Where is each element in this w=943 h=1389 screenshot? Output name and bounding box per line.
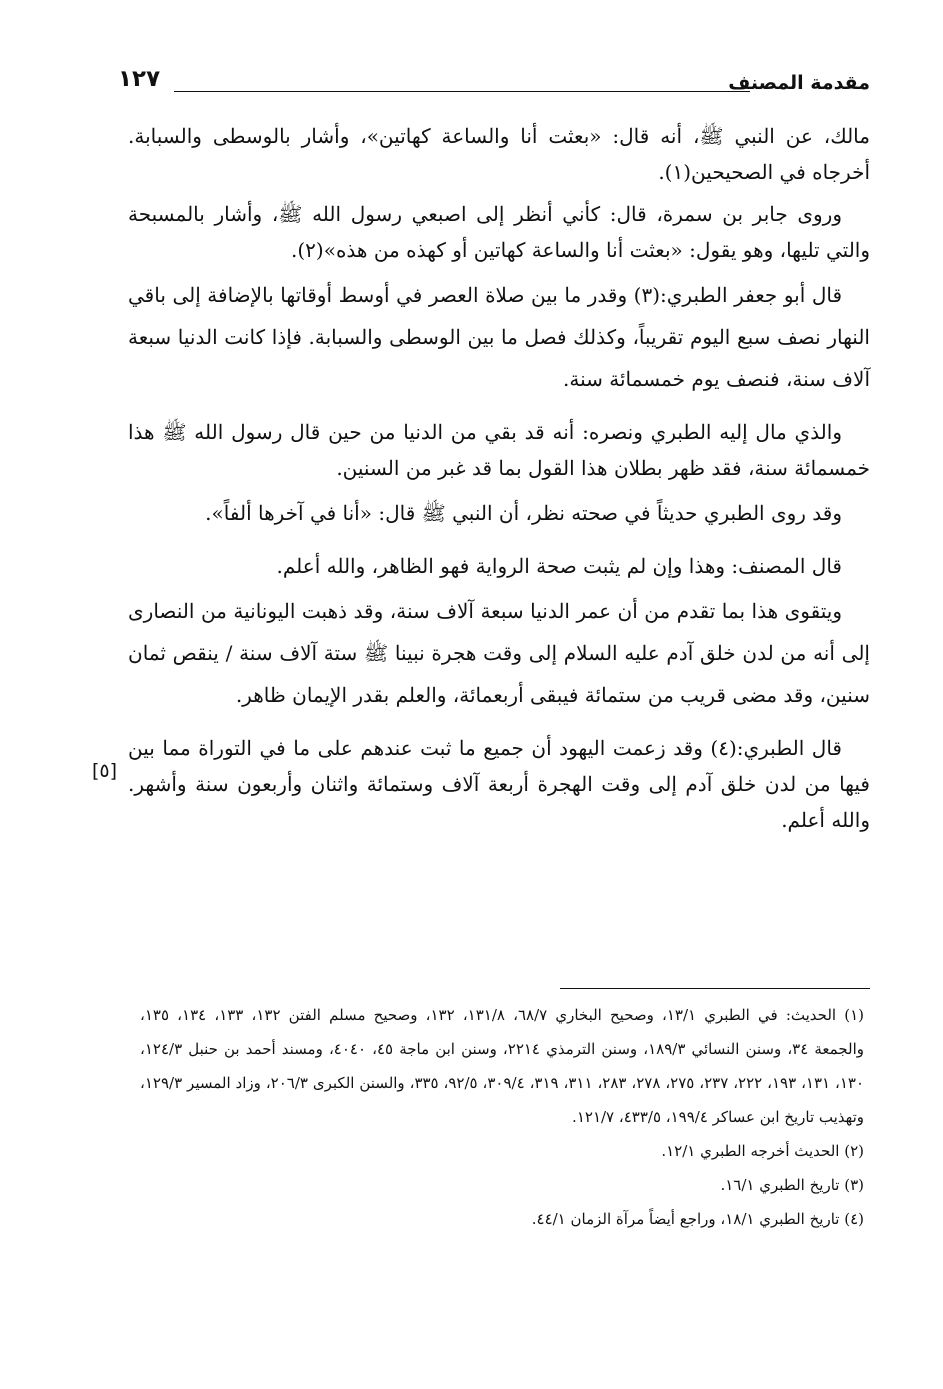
paragraph: وقد روى الطبري حديثاً في صحته نظر، أن النبي ﷺ قال: «أنا في آخرها ألفاً».: [205, 501, 842, 525]
footnote: (٤) تاريخ الطبري ١٨/١، وراجع أيضاً مرآة الزمان ٤٤/١.: [531, 1210, 864, 1228]
footnote: (١) الحديث: في الطبري ١٣/١، وصحيح البخاري ٦٨/٧، ١٣١/٨، ١٣٢، وصحيح مسلم الفتن ١٣٢، ١٣٣، ١٣٤، ١٣٥، والجمعة ٣٤، وسنن النسائي ١٨٩/٣، وسنن الترمذي ٢٢١٤، وسنن ابن ماجة ٤٥، ٤٠٤٠، ومسند أحمد بن حنبل ١٢٤/٣، ١٣٠، ١٣١، ١٩٣، ٢٢٢، ٢٣٧، ٢٧٥، ٢٧٨، ٢٨٣، ٣١١، ٣١٩، ٣٠٩/٤، ٩٢/٥، ٣٣٥، والسنن الكبرى ٢٠٦/٣، وزاد المسير ١٢٩/٣، وتهذيب تاريخ ابن عساكر ١٩٩/٤، ٤٣٣/٥، ١٢١/٧.: [140, 1006, 865, 1126]
paragraph: قال أبو جعفر الطبري:(٣) وقدر ما بين صلاة العصر في أوسط أوقاتها بالإضافة إلى باقي النهار نصف سبع اليوم تقريباً، وكذلك فصل ما بين الوسطى والسبابة. فإذا كانت الدنيا سبعة آلاف سنة، فنصف يوم خمسمائة سنة.: [128, 283, 870, 391]
paragraph: قال المصنف: وهذا وإن لم يثبت صحة الرواية فهو الظاهر، والله أعلم.: [276, 554, 842, 578]
paragraph: قال الطبري:(٤) وقد زعمت اليهود أن جميع ما ثبت عندهم على ما في التوراة مما بين فيها من لدن خلق آدم إلى وقت الهجرة أربعة آلاف وستمائة واثنان وأربعون سنة وأشهر. والله أعلم.: [128, 736, 870, 832]
main-text: [128, 118, 870, 844]
footnotes: [140, 998, 864, 1236]
header-rule: [174, 91, 750, 92]
page-number: ١٢٧: [118, 66, 161, 92]
footnote: (٢) الحديث أخرجه الطبري ١٢/١.: [661, 1142, 864, 1160]
footnote: (٣) تاريخ الطبري ١٦/١.: [720, 1176, 864, 1194]
running-title: مقدمة المصنف: [728, 72, 870, 94]
paragraph: مالك، عن النبي ﷺ، أنه قال: «بعثت أنا والساعة كهاتين»، وأشار بالوسطى والسبابة. أخرجاه في الصحيحين(١).: [128, 124, 870, 184]
margin-page-marker: [٥]: [92, 760, 118, 782]
paragraph: ويتقوى هذا بما تقدم من أن عمر الدنيا سبعة آلاف سنة، وقد ذهبت اليونانية من النصارى إلى أنه من لدن خلق آدم عليه السلام إلى وقت هجرة نبينا ﷺ ستة آلاف سنة / ينقص ثمان سنين، وقد مضى قريب من ستمائة فيبقى أربعمائة، والعلم بقدر الإيمان ظاهر.: [128, 599, 870, 707]
paragraph: وروى جابر بن سمرة، قال: كأني أنظر إلى اصبعي رسول الله ﷺ، وأشار بالمسبحة والتي تليها، وهو يقول: «بعثت أنا والساعة كهاتين أو كهذه من هذه»(٢).: [128, 202, 870, 262]
footnote-separator: [560, 988, 870, 989]
paragraph: والذي مال إليه الطبري ونصره: أنه قد بقي من الدنيا من حين قال رسول الله ﷺ هذا خمسمائة سنة، فقد ظهر بطلان هذا القول بما قد غبر من السنين.: [128, 420, 870, 480]
page-header: [118, 66, 870, 102]
